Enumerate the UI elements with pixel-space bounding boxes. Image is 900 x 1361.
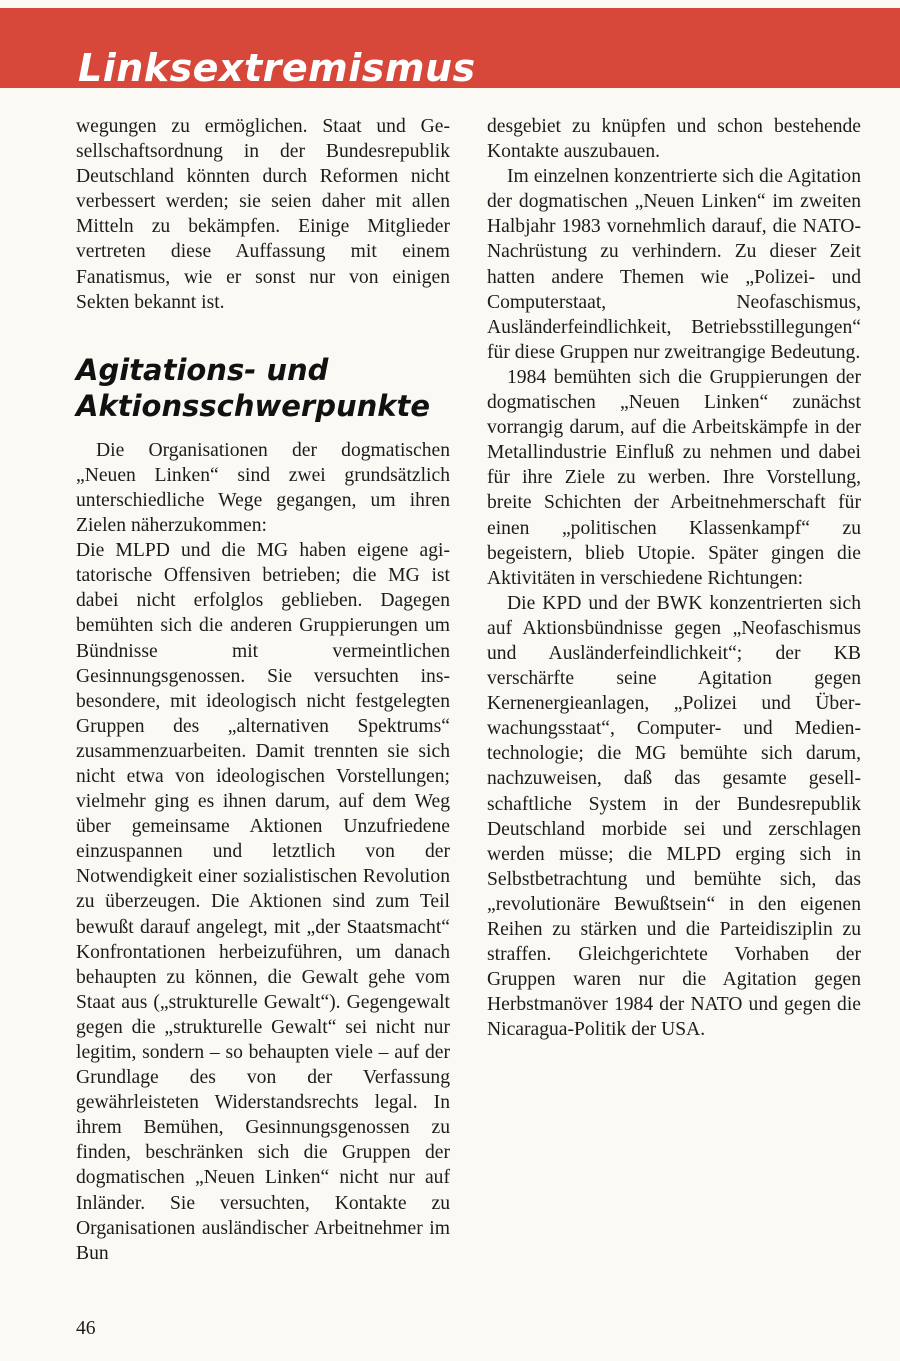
body-paragraph-1: Die Organisationen der dogmatischen „Neuen Linken“ sind zwei grundsätzlich unterschiedliche Wege gegangen, um ihren Zielen näherzukommen: bbox=[76, 439, 450, 537]
body-paragraph-4: Im einzelnen konzentrierte sich die Agitation der dogmatischen „Neuen Linken“ im zweiten Halbjahr 1983 vornehmlich darauf, die NATO-Nachrüstung zu verhindern. Zu dieser Zeit hatten andere Themen wie „Polizei- und Computerstaat, Neofaschismus, Ausländerfeindlichkeit, Betriebsstillegungen“ für diese Gruppen nur zweitrangige Bedeutung. bbox=[487, 166, 861, 363]
page-number: 46 bbox=[76, 1318, 96, 1339]
section-heading-line2: Aktionsschwerpunkte bbox=[76, 388, 431, 423]
body-paragraph-3: desgebiet zu knüpfen und schon bestehende Kontakte auszubauen. bbox=[487, 116, 861, 163]
body-paragraph-6: Die KPD und der BWK konzentrierten sich auf Aktionsbündnisse gegen „Neofaschismus und Ausländerfeindlichkeit“; der KB verschärfte seine Agitation gegen Kernenergieanlagen, „Polizei und Überwachungsstaat“, Computer- und Medientechnologie; die MG bemühte sich darum, nachzuweisen, daß das gesamte gesellschaftliche System in der Bundesrepublik Deutschland morbide sei und zerschlagen werden müsse; die MLPD erging sich in Selbstbetrachtung und bemühte sich, das „revolutionäre Bewußtsein“ in den eigenen Reihen zu stärken und die Parteidisziplin zu straffen. Gleichgerichtete Vorhaben der Gruppen waren nur die Agitation gegen Herbstmanöver 1984 der NATO und gegen die Nicaragua-Politik der USA. bbox=[487, 592, 861, 1041]
left-column bbox=[76, 114, 450, 1266]
right-column bbox=[487, 114, 861, 1042]
body-paragraph-5: 1984 bemühten sich die Gruppierungen der dogmatischen „Neuen Linken“ zunächst vorrangig darum, auf die Arbeitskämpfe in der Metallindustrie Einfluß zu nehmen und dabei für ihre Ziele zu werben. Ihre Vorstellung, breite Schichten der Arbeitnehmerschaft für einen „politischen Klassenkampf“ zu begeistern, blieb Utopie. Später gingen die Aktivitäten in verschiedene Richtungen: bbox=[487, 366, 861, 589]
chapter-banner bbox=[0, 8, 900, 88]
chapter-title: Linksextremismus bbox=[78, 46, 476, 90]
body-paragraph-2: Die MLPD und die MG haben eigene agitatorische Offensiven betrieben; die MG ist dabei nicht erfolglos geblieben. Dagegen bemühten sich die anderen Gruppierungen um Bündnisse mit vermeintlichen Gesinnungsgenossen. Sie versuchten insbesondere, mit ideologisch nicht festgelegten Gruppen des „alternativen Spektrums“ zusammenzuarbeiten. Damit trennten sie sich nicht etwa von ideologischen Vorstellungen; vielmehr ging es ihnen darum, auf dem Weg über gemeinsame Aktionen Unzufriedene einzuspannen und letztlich von der Notwendigkeit einer sozialistischen Revolution zu überzeugen. Die Aktionen sind zum Teil bewußt darauf angelegt, mit „der Staatsmacht“ Konfrontationen herbeizuführen, um danach behaupten zu können, die Gewalt gehe vom Staat aus („strukturelle Gewalt“). Gegengewalt gegen die „strukturelle Gewalt“ sei nicht nur legitim, sondern – so behaupten viele – auf der Grundlage des von der Verfassung gewährleisteten Widerstandsrechts legal. In ihrem Bemühen, Gesinnungsgenossen zu finden, beschränken sich die Gruppen der dogmatischen „Neuen Linken“ nicht nur auf Inländer. Sie versuchten, Kontakte zu Organisationen ausländischer Arbeitnehmer im Bun bbox=[76, 540, 450, 1264]
section-heading-line1: Agitations- und bbox=[76, 352, 329, 387]
section-heading bbox=[76, 352, 450, 424]
intro-paragraph: wegungen zu ermöglichen. Staat und Gesellschaftsordnung in der Bundesrepublik Deutschland könnten durch Reformen nicht verbessert werden; sie seien daher mit allen Mitteln zu bekämpfen. Einige Mitglieder vertreten diese Auffassung mit einem Fanatismus, wie er sonst nur von einigen Sekten bekannt ist. bbox=[76, 116, 450, 313]
